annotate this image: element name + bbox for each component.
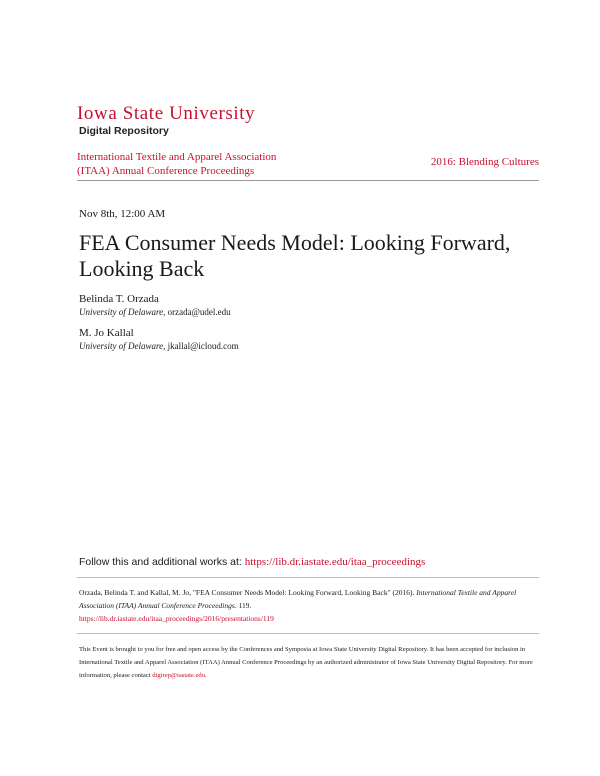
- contact-email-link[interactable]: digirep@iastate.edu: [152, 672, 206, 679]
- series-name-line2: (ITAA) Annual Conference Proceedings: [77, 165, 255, 177]
- author-email: orzada@udel.edu: [167, 307, 231, 317]
- citation-end: . 119.: [234, 601, 252, 610]
- series-name-link[interactable]: [77, 150, 317, 178]
- citation-block: [79, 586, 541, 625]
- university-logo-title: Iowa State University: [77, 103, 256, 124]
- citation-series: International Textile and Apparel Association (ITAA) Annual Conference Proceedings: [79, 588, 517, 610]
- author-affiliation: University of Delaware, jkallal@icloud.com: [79, 341, 239, 351]
- notice-text: This Event is brought to you for free and open access by the Conferences and Symposia at Iowa State University Digital Repository. It has been accepted for inclusion in International Textile and Apparel Association (ITAA) Annual Conference Proceedings by an authorized administrator of Iowa State University Digital Repository. For more information, please contact: [79, 646, 533, 679]
- follow-text: Follow this and additional works at:: [79, 556, 245, 568]
- citation-link[interactable]: https://lib.dr.iastate.edu/itaa_proceedings/2016/presentations/119: [79, 614, 274, 623]
- affiliation-institution: University of Delaware: [79, 307, 164, 317]
- follow-line: [79, 556, 425, 568]
- divider: [77, 577, 539, 578]
- affiliation-institution: University of Delaware: [79, 341, 164, 351]
- citation-text: Orzada, Belinda T. and Kallal, M. Jo, "FEA Consumer Needs Model: Looking Forward, Looking Back" (2016).: [79, 588, 415, 597]
- series-name-line1: International Textile and Apparel Association: [77, 151, 277, 163]
- notice-end: .: [205, 672, 207, 679]
- divider: [77, 633, 539, 634]
- author-name: M. Jo Kallal: [79, 327, 134, 339]
- paper-title: FEA Consumer Needs Model: Looking Forward, Looking Back: [79, 230, 511, 281]
- notice-block: [79, 643, 541, 682]
- author-name: Belinda T. Orzada: [79, 293, 159, 305]
- series-header: [77, 150, 539, 181]
- author-email: jkallal@icloud.com: [167, 341, 239, 351]
- series-issue-link[interactable]: 2016: Blending Cultures: [430, 156, 539, 168]
- proceedings-link[interactable]: https://lib.dr.iastate.edu/itaa_proceedings: [244, 556, 426, 568]
- author-affiliation: University of Delaware, orzada@udel.edu: [79, 307, 231, 317]
- event-date: Nov 8th, 12:00 AM: [79, 208, 166, 220]
- repository-subtitle: Digital Repository: [79, 125, 169, 137]
